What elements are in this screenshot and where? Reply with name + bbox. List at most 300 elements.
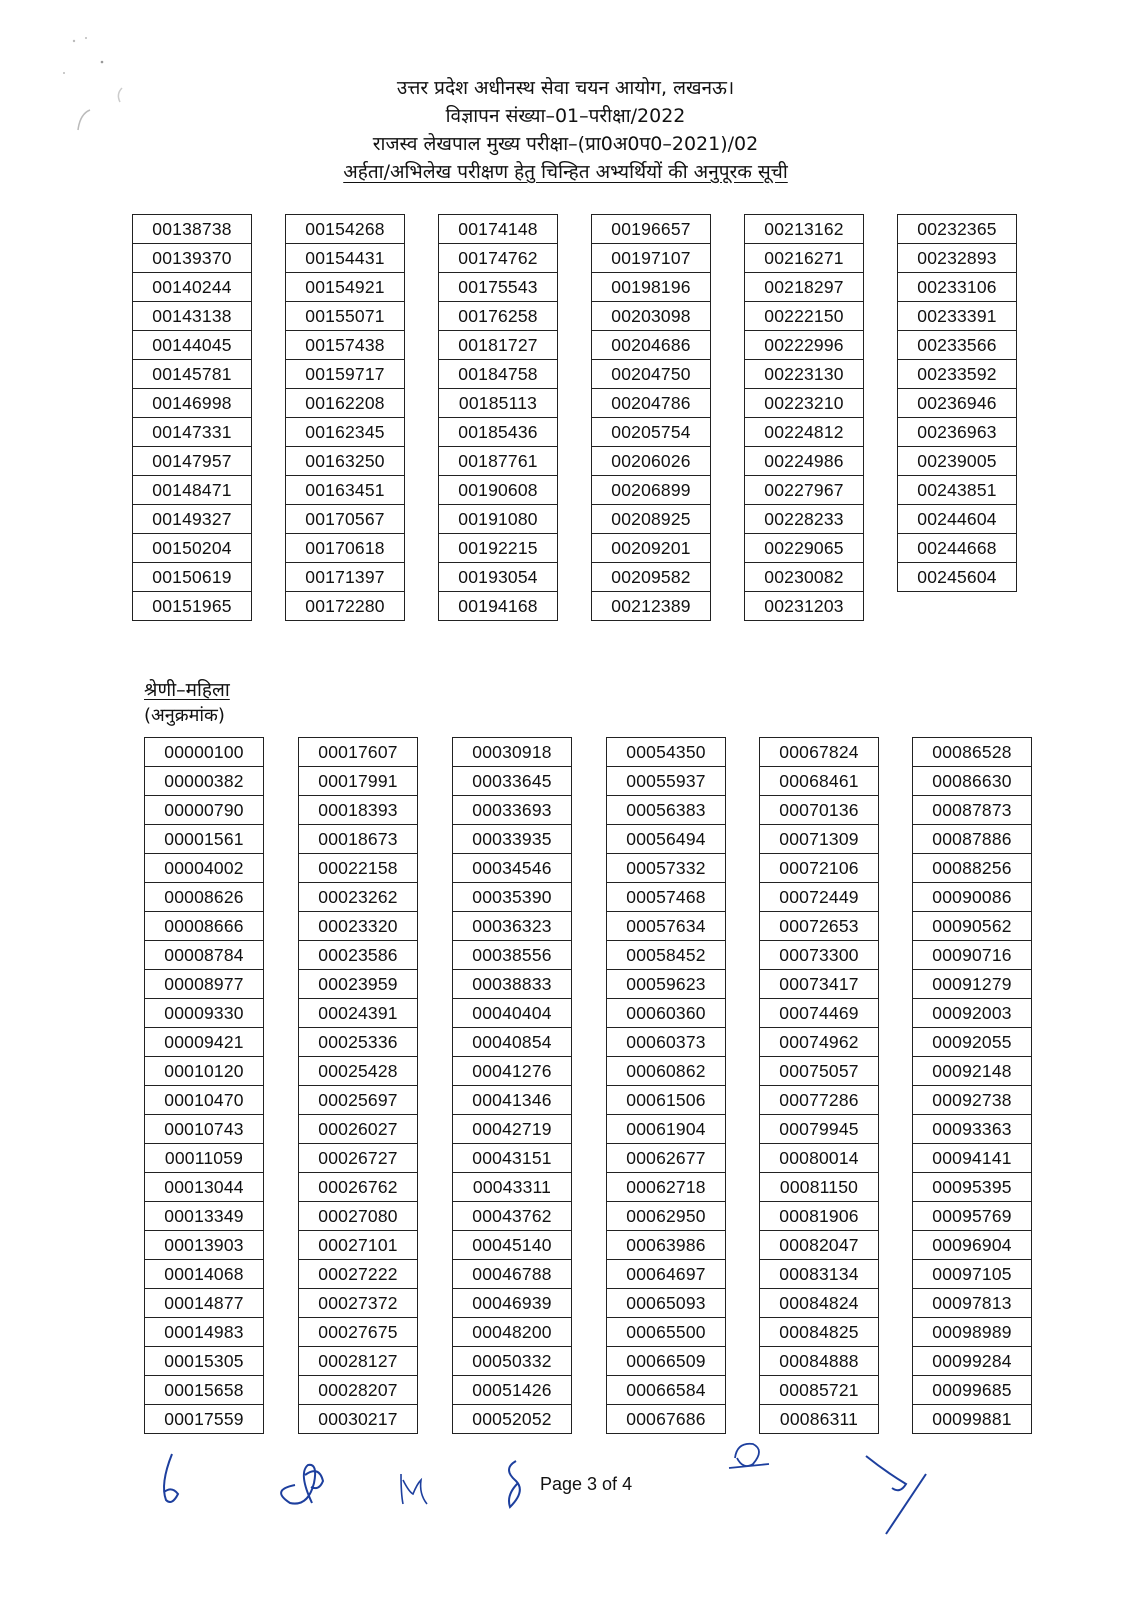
table-row <box>439 331 558 360</box>
roll-number-cell: 00060360 <box>607 999 726 1028</box>
roll-number-cell: 00171397 <box>286 563 405 592</box>
table-row <box>286 447 405 476</box>
roll-number-cell: 00083134 <box>760 1260 879 1289</box>
roll-number-cell: 00198196 <box>592 273 711 302</box>
table-row <box>745 563 864 592</box>
table-row <box>898 447 1017 476</box>
roll-number-cell: 00208925 <box>592 505 711 534</box>
advertisement-number: विज्ञापन संख्या–01–परीक्षा/2022 <box>445 105 686 127</box>
table-row <box>145 1115 264 1144</box>
roll-number-cell: 00087873 <box>913 796 1032 825</box>
table-row <box>299 1289 418 1318</box>
roll-number-cell: 00146998 <box>133 389 252 418</box>
table-row <box>299 970 418 999</box>
table-row <box>453 1231 572 1260</box>
roll-number-cell: 00086311 <box>760 1405 879 1434</box>
table-row <box>145 1028 264 1057</box>
table-row <box>145 912 264 941</box>
roll-number-cell: 00014877 <box>145 1289 264 1318</box>
table-row <box>745 331 864 360</box>
table-row <box>760 825 879 854</box>
roll-number-cell: 00013044 <box>145 1173 264 1202</box>
table-row <box>913 1202 1032 1231</box>
table-row <box>145 941 264 970</box>
roll-number-cell: 00027675 <box>299 1318 418 1347</box>
roll-number-cell: 00212389 <box>592 592 711 621</box>
table-row <box>745 360 864 389</box>
roll-number-cell: 00077286 <box>760 1086 879 1115</box>
table-row <box>745 418 864 447</box>
table-row <box>592 215 711 244</box>
roll-number-cell: 00023320 <box>299 912 418 941</box>
table-row <box>607 970 726 999</box>
roll-number-cell: 00140244 <box>133 273 252 302</box>
roll-number-cell: 00092055 <box>913 1028 1032 1057</box>
table-row <box>607 883 726 912</box>
table-row <box>286 360 405 389</box>
roll-number-cell: 00228233 <box>745 505 864 534</box>
table-row <box>453 1028 572 1057</box>
table-row <box>145 999 264 1028</box>
table-row <box>145 1289 264 1318</box>
table-row <box>145 767 264 796</box>
table-row <box>145 825 264 854</box>
roll-number-cell: 00187761 <box>439 447 558 476</box>
table-row <box>898 505 1017 534</box>
table-row <box>286 244 405 273</box>
roll-number-cell: 00009421 <box>145 1028 264 1057</box>
table-row <box>145 1376 264 1405</box>
table-row <box>299 767 418 796</box>
table-row <box>145 1231 264 1260</box>
roll-number-cell: 00206899 <box>592 476 711 505</box>
roll-number-cell: 00150619 <box>133 563 252 592</box>
table-row <box>745 215 864 244</box>
table-row <box>760 1086 879 1115</box>
table-row <box>913 1289 1032 1318</box>
roll-number-cell: 00023262 <box>299 883 418 912</box>
table-row <box>760 1173 879 1202</box>
roll-number-cell: 00154921 <box>286 273 405 302</box>
roll-number-cell: 00197107 <box>592 244 711 273</box>
roll-number-cell: 00204750 <box>592 360 711 389</box>
roll-number-cell: 00026762 <box>299 1173 418 1202</box>
roll-number-cell: 00042719 <box>453 1115 572 1144</box>
table-row <box>453 796 572 825</box>
roll-number-cell: 00074469 <box>760 999 879 1028</box>
roll-number-cell: 00010470 <box>145 1086 264 1115</box>
table-row <box>453 825 572 854</box>
table-row <box>439 302 558 331</box>
table-row <box>439 592 558 621</box>
table-row <box>439 476 558 505</box>
table-row <box>913 1115 1032 1144</box>
roll-number-column <box>744 214 864 621</box>
table-row <box>286 331 405 360</box>
table-row <box>299 1260 418 1289</box>
roll-number-cell: 00170567 <box>286 505 405 534</box>
table-row <box>898 418 1017 447</box>
table-row <box>133 592 252 621</box>
roll-number-cell: 00018393 <box>299 796 418 825</box>
roll-number-column <box>897 214 1017 592</box>
table-row <box>145 738 264 767</box>
roll-number-cell: 00027222 <box>299 1260 418 1289</box>
table-row <box>913 1376 1032 1405</box>
roll-number-cell: 00090086 <box>913 883 1032 912</box>
roll-number-cell: 00204786 <box>592 389 711 418</box>
roll-number-cell: 00236963 <box>898 418 1017 447</box>
table-row <box>133 389 252 418</box>
table-row <box>145 1057 264 1086</box>
roll-number-cell: 00151965 <box>133 592 252 621</box>
signature-6-icon <box>860 1452 950 1537</box>
table-row <box>439 563 558 592</box>
table-row <box>607 1144 726 1173</box>
roll-number-cell: 00218297 <box>745 273 864 302</box>
table-row <box>453 1202 572 1231</box>
table-row <box>299 1231 418 1260</box>
table-row <box>299 1115 418 1144</box>
table-row <box>760 970 879 999</box>
roll-number-cell: 00038556 <box>453 941 572 970</box>
roll-number-column <box>144 737 264 1434</box>
table-row <box>913 825 1032 854</box>
table-row <box>299 1086 418 1115</box>
roll-number-cell: 00190608 <box>439 476 558 505</box>
document-header <box>0 74 1131 186</box>
table-row <box>145 1144 264 1173</box>
table-row <box>299 1376 418 1405</box>
table-row <box>607 1405 726 1434</box>
roll-number-cell: 00093363 <box>913 1115 1032 1144</box>
table-row <box>145 1173 264 1202</box>
table-row <box>760 767 879 796</box>
roll-number-cell: 00027372 <box>299 1289 418 1318</box>
roll-number-cell: 00065500 <box>607 1318 726 1347</box>
roll-number-cell: 00072653 <box>760 912 879 941</box>
roll-number-cell: 00092003 <box>913 999 1032 1028</box>
roll-number-cell: 00149327 <box>133 505 252 534</box>
table-row <box>145 1202 264 1231</box>
table-row <box>286 505 405 534</box>
table-row <box>439 418 558 447</box>
roll-number-cell: 00014983 <box>145 1318 264 1347</box>
category-subtitle: (अनुक्रमांक) <box>144 705 225 726</box>
table-row <box>607 1115 726 1144</box>
roll-number-cell: 00027101 <box>299 1231 418 1260</box>
table-row <box>133 273 252 302</box>
table-row <box>913 912 1032 941</box>
roll-number-cell: 00000100 <box>145 738 264 767</box>
roll-number-cell: 00010120 <box>145 1057 264 1086</box>
table-row <box>286 389 405 418</box>
roll-number-cell: 00010743 <box>145 1115 264 1144</box>
roll-number-cell: 00040404 <box>453 999 572 1028</box>
roll-number-cell: 00061904 <box>607 1115 726 1144</box>
table-row <box>299 1144 418 1173</box>
table-row <box>913 1144 1032 1173</box>
roll-number-cell: 00086630 <box>913 767 1032 796</box>
roll-number-cell: 00233566 <box>898 331 1017 360</box>
roll-number-cell: 00026727 <box>299 1144 418 1173</box>
table-row <box>453 1260 572 1289</box>
roll-number-cell: 00015305 <box>145 1347 264 1376</box>
roll-number-cell: 00072449 <box>760 883 879 912</box>
table-row <box>898 244 1017 273</box>
roll-number-cell: 00045140 <box>453 1231 572 1260</box>
table-row <box>299 1057 418 1086</box>
table-row <box>898 215 1017 244</box>
table-row <box>299 912 418 941</box>
table-row <box>760 883 879 912</box>
roll-number-cell: 00094141 <box>913 1144 1032 1173</box>
roll-number-cell: 00013349 <box>145 1202 264 1231</box>
table-row <box>592 389 711 418</box>
roll-number-cell: 00017991 <box>299 767 418 796</box>
roll-number-cell: 00185436 <box>439 418 558 447</box>
roll-number-cell: 00231203 <box>745 592 864 621</box>
roll-number-cell: 00074962 <box>760 1028 879 1057</box>
roll-number-cell: 00191080 <box>439 505 558 534</box>
table-row <box>286 592 405 621</box>
table-row <box>286 563 405 592</box>
roll-number-cell: 00154268 <box>286 215 405 244</box>
table-row <box>745 447 864 476</box>
table-row <box>592 476 711 505</box>
table-row <box>133 418 252 447</box>
roll-number-cell: 00099685 <box>913 1376 1032 1405</box>
table-row <box>913 883 1032 912</box>
roll-number-cell: 00033693 <box>453 796 572 825</box>
table-row <box>913 796 1032 825</box>
table-row <box>299 1405 418 1434</box>
roll-number-cell: 00095769 <box>913 1202 1032 1231</box>
category-heading <box>144 677 230 729</box>
roll-number-cell: 00038833 <box>453 970 572 999</box>
table-row <box>607 1202 726 1231</box>
table-row <box>453 1405 572 1434</box>
roll-number-cell: 00075057 <box>760 1057 879 1086</box>
roll-number-cell: 00175543 <box>439 273 558 302</box>
roll-number-cell: 00027080 <box>299 1202 418 1231</box>
roll-number-cell: 00008784 <box>145 941 264 970</box>
roll-number-cell: 00223210 <box>745 389 864 418</box>
table-row <box>299 1318 418 1347</box>
table-row <box>607 738 726 767</box>
table-row <box>592 418 711 447</box>
table-row <box>745 244 864 273</box>
roll-number-cell: 00070136 <box>760 796 879 825</box>
roll-number-cell: 00138738 <box>133 215 252 244</box>
roll-number-cell: 00222996 <box>745 331 864 360</box>
roll-number-column <box>912 737 1032 1434</box>
roll-number-cell: 00088256 <box>913 854 1032 883</box>
roll-number-cell: 00023959 <box>299 970 418 999</box>
table-row <box>145 1405 264 1434</box>
roll-number-cell: 00145781 <box>133 360 252 389</box>
roll-number-cell: 00176258 <box>439 302 558 331</box>
table-row <box>760 1318 879 1347</box>
roll-number-cell: 00099284 <box>913 1347 1032 1376</box>
table-row <box>145 1086 264 1115</box>
roll-number-cell: 00058452 <box>607 941 726 970</box>
table-row <box>439 360 558 389</box>
roll-number-cell: 00014068 <box>145 1260 264 1289</box>
table-row <box>299 738 418 767</box>
roll-number-cell: 00096904 <box>913 1231 1032 1260</box>
table-row <box>760 941 879 970</box>
roll-number-cell: 00172280 <box>286 592 405 621</box>
table-row <box>592 360 711 389</box>
roll-number-column <box>285 214 405 621</box>
roll-number-cell: 00216271 <box>745 244 864 273</box>
exam-title: राजस्व लेखपाल मुख्य परीक्षा–(प्रा0अ0प0–2021)/02 <box>372 133 759 155</box>
table-row <box>592 273 711 302</box>
table-row <box>439 389 558 418</box>
roll-number-cell: 00091279 <box>913 970 1032 999</box>
table-row <box>439 534 558 563</box>
roll-number-cell: 00150204 <box>133 534 252 563</box>
roll-number-cell: 00232365 <box>898 215 1017 244</box>
roll-number-cell: 00067824 <box>760 738 879 767</box>
roll-number-cell: 00243851 <box>898 476 1017 505</box>
roll-number-cell: 00204686 <box>592 331 711 360</box>
roll-number-cell: 00224986 <box>745 447 864 476</box>
roll-number-cell: 00054350 <box>607 738 726 767</box>
table-row <box>607 912 726 941</box>
roll-number-cell: 00061506 <box>607 1086 726 1115</box>
table-row <box>145 970 264 999</box>
page-number: Page 3 of 4 <box>540 1474 633 1494</box>
roll-number-cell: 00157438 <box>286 331 405 360</box>
roll-number-cell: 00025428 <box>299 1057 418 1086</box>
roll-number-cell: 00060862 <box>607 1057 726 1086</box>
roll-number-cell: 00097813 <box>913 1289 1032 1318</box>
roll-number-cell: 00043762 <box>453 1202 572 1231</box>
table-row <box>913 1057 1032 1086</box>
table-row <box>745 302 864 331</box>
signature-2-icon <box>265 1455 345 1510</box>
signature-3-icon <box>395 1470 435 1510</box>
table-row <box>133 534 252 563</box>
roll-number-cell: 00028127 <box>299 1347 418 1376</box>
table-row <box>299 796 418 825</box>
roll-number-cell: 00239005 <box>898 447 1017 476</box>
table-row <box>607 1057 726 1086</box>
roll-number-cell: 00095395 <box>913 1173 1032 1202</box>
roll-number-column <box>132 214 252 621</box>
roll-number-cell: 00071309 <box>760 825 879 854</box>
table-row <box>453 883 572 912</box>
roll-number-cell: 00170618 <box>286 534 405 563</box>
roll-number-cell: 00203098 <box>592 302 711 331</box>
table-row <box>913 854 1032 883</box>
roll-number-cell: 00097105 <box>913 1260 1032 1289</box>
table-row <box>453 767 572 796</box>
roll-number-cell: 00018673 <box>299 825 418 854</box>
roll-number-cell: 00196657 <box>592 215 711 244</box>
roll-number-cell: 00048200 <box>453 1318 572 1347</box>
roll-number-cell: 00155071 <box>286 302 405 331</box>
roll-number-cell: 00185113 <box>439 389 558 418</box>
roll-number-cell: 00206026 <box>592 447 711 476</box>
table-row <box>898 563 1017 592</box>
roll-number-cell: 00209582 <box>592 563 711 592</box>
roll-number-cell: 00233592 <box>898 360 1017 389</box>
roll-number-cell: 00162208 <box>286 389 405 418</box>
roll-number-cell: 00224812 <box>745 418 864 447</box>
table-row <box>299 825 418 854</box>
roll-number-cell: 00232893 <box>898 244 1017 273</box>
table-row <box>592 592 711 621</box>
table-row <box>453 1115 572 1144</box>
roll-number-cell: 00194168 <box>439 592 558 621</box>
table-row <box>760 1115 879 1144</box>
table-row <box>760 738 879 767</box>
roll-number-cell: 00085721 <box>760 1376 879 1405</box>
table-row <box>299 854 418 883</box>
table-row <box>745 476 864 505</box>
table-row <box>898 476 1017 505</box>
roll-number-cell: 00181727 <box>439 331 558 360</box>
table-row <box>913 1347 1032 1376</box>
roll-number-cell: 00062718 <box>607 1173 726 1202</box>
table-row <box>133 302 252 331</box>
table-row <box>607 1376 726 1405</box>
roll-number-cell: 00024391 <box>299 999 418 1028</box>
roll-number-cell: 00213162 <box>745 215 864 244</box>
table-row <box>145 796 264 825</box>
table-row <box>898 360 1017 389</box>
table-row <box>913 1318 1032 1347</box>
roll-number-column <box>591 214 711 621</box>
table-row <box>592 302 711 331</box>
roll-number-cell: 00056383 <box>607 796 726 825</box>
table-row <box>913 1260 1032 1289</box>
table-row <box>913 970 1032 999</box>
table-row <box>607 1086 726 1115</box>
roll-number-cell: 00008666 <box>145 912 264 941</box>
roll-number-cell: 00147331 <box>133 418 252 447</box>
table-row <box>592 244 711 273</box>
table-row <box>439 505 558 534</box>
roll-number-cell: 00244668 <box>898 534 1017 563</box>
roll-number-cell: 00087886 <box>913 825 1032 854</box>
table-row <box>133 447 252 476</box>
table-row <box>453 1086 572 1115</box>
table-row <box>913 941 1032 970</box>
roll-number-cell: 00060373 <box>607 1028 726 1057</box>
roll-number-cell: 00090562 <box>913 912 1032 941</box>
roll-number-cell: 00001561 <box>145 825 264 854</box>
roll-number-cell: 00084888 <box>760 1347 879 1376</box>
table-row <box>913 1028 1032 1057</box>
roll-number-column <box>298 737 418 1434</box>
table-row <box>898 273 1017 302</box>
roll-number-cell: 00000382 <box>145 767 264 796</box>
roll-number-cell: 00184758 <box>439 360 558 389</box>
table-row <box>898 331 1017 360</box>
table-row <box>913 738 1032 767</box>
roll-number-cell: 00066584 <box>607 1376 726 1405</box>
table-row <box>745 534 864 563</box>
roll-number-cell: 00033645 <box>453 767 572 796</box>
table-row <box>286 302 405 331</box>
roll-number-cell: 00015658 <box>145 1376 264 1405</box>
table-row <box>607 1318 726 1347</box>
roll-number-cell: 00205754 <box>592 418 711 447</box>
